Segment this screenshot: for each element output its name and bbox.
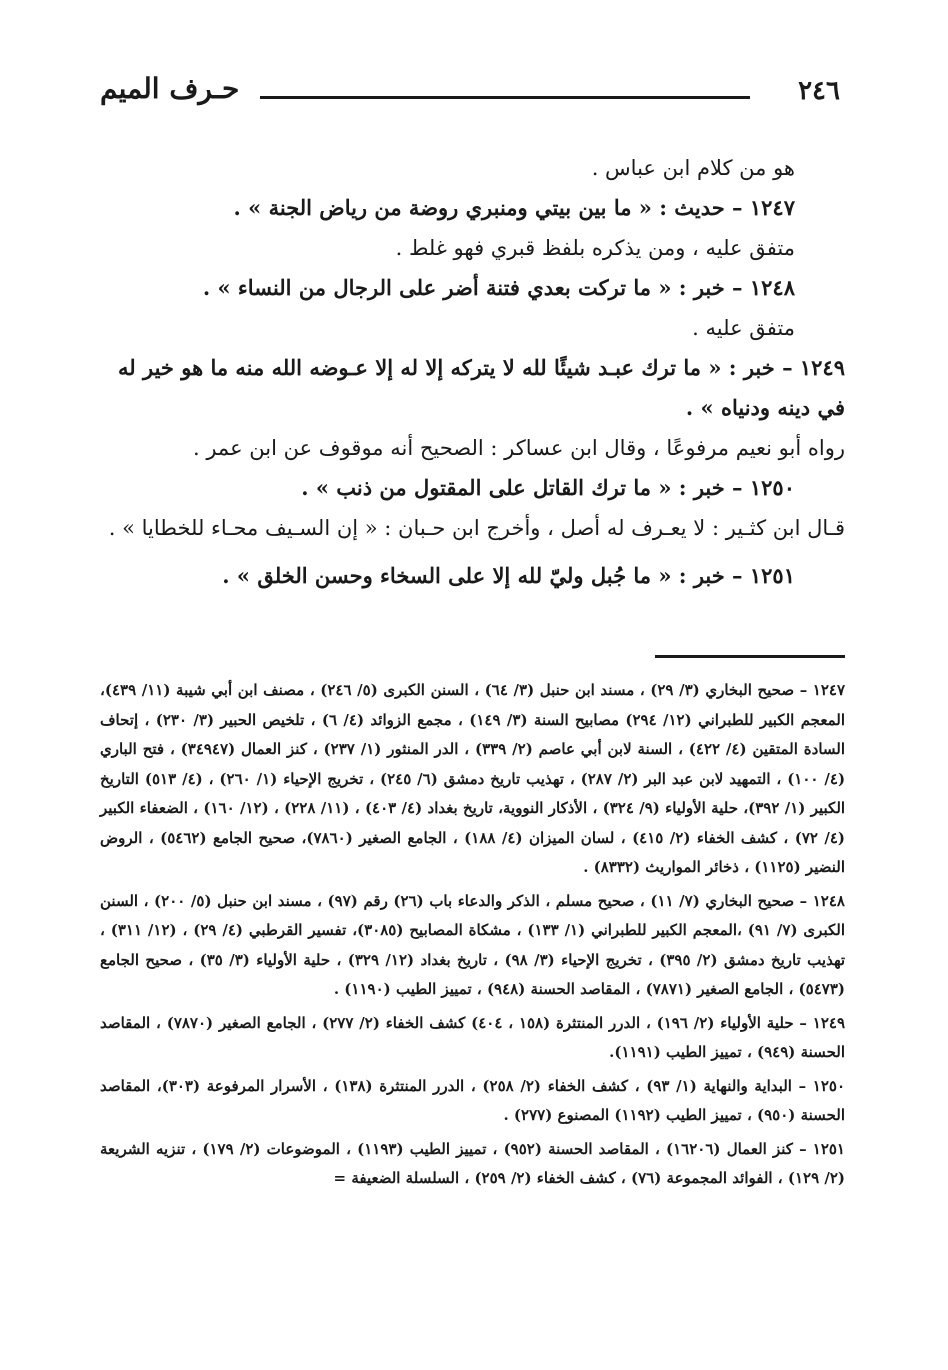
page-header [100,72,840,112]
main-text [100,148,845,596]
entry-1247: ١٢٤٧ – حديث : « ما بين بيتي ومنبري روضة من رياض الجنة » . [233,195,795,220]
footnotes [100,676,845,1198]
text-line: قـال ابن كثـير : لا يعـرف له أصل ، وأخرج ابن حـبان : « إن السـيف محـاء للخطايا » . [108,516,845,540]
running-title: حـرف الميم [100,72,240,105]
footnote-1249: ١٢٤٩ – حلية الأولياء (٢/ ١٩٦) ، الدرر المنتثرة (١٥٨ ، ٤٠٤) كشف الخفاء (٢/ ٢٧٧) ، الجامع الصغير (٧٨٧٠) ، المقاصد الحسنة (٩٤٩) ، تمييز الطيب (١١٩١). [100,1013,846,1061]
header-rule [260,96,750,99]
footnote-1250: ١٢٥٠ – البداية والنهاية (١/ ٩٣) ، كشف الخفاء (٢/ ٢٥٨) ، الدرر المنتثرة (١٣٨) ، الأسرار المرفوعة (٣٠٣)، المقاصد الحسنة (٩٥٠) ، تمييز الطيب (١١٩٢) المصنوع (٢٧٧) . [100,1076,846,1124]
entry-1249: ١٢٤٩ – خبر : « ما ترك عبـد شيئًا لله لا يتركه إلا له إلا عـوضه الله منه ما هو خير له في دينه ودنياه » . [118,355,845,420]
footnote-1251: ١٢٥١ – كنز العمال (١٦٢٠٦) ، المقاصد الحسنة (٩٥٢) ، تمييز الطيب (١١٩٣) ، الموضوعات (٢/ ١٧٩) ، تنزيه الشريعة (٢/ ١٢٩) ، الفوائد المجموعة (٧٦) ، كشف الخفاء (٢/ ٢٥٩) ، السلسلة الضعيفة = [100,1139,845,1187]
entry-1248: ١٢٤٨ – خبر : « ما تركت بعدي فتنة أضر على الرجال من النساء » . [202,275,795,300]
text-line: هو من كلام ابن عباس . [591,156,795,180]
entry-1251: ١٢٥١ – خبر : « ما جُبل وليّ لله إلا على السخاء وحسن الخلق » . [222,563,795,588]
entry-1250: ١٢٥٠ – خبر : « ما ترك القاتل على المقتول من ذنب » . [301,475,795,500]
text-line: رواه أبو نعيم مرفوعًا ، وقال ابن عساكر : الصحيح أنه موقوف عن ابن عمر . [192,436,845,460]
footnote-1248: ١٢٤٨ – صحيح البخاري (٧/ ١١) ، صحيح مسلم ، الذكر والدعاء باب (٢٦) رقم (٩٧) ، مسند ابن حنبل (٥/ ٢٠٠) ، السنن الكبرى (٧/ ٩١) ،المعجم الكبير للطبراني (١/ ١٣٣) ، مشكاة المصابيح (٣٠٨٥)، تفسير القرطبي (٤/ ٢٩) ، (١٢/ ٣١١) ، تهذيب تاريخ دمشق (٢/ ٣٩٥) ، تخريج الإحياء (٣/ ٩٨) ، تاريخ بغداد (١٢/ ٣٢٩) ، حلية الأولياء (٣/ ٣٥) ، صحيح الجامع (٥٤٧٣) ، الجامع الصغير (٧٨٧١) ، المقاصد الحسنة (٩٤٨) ، تمييز الطيب (١١٩٠) . [100,891,846,998]
footnote-1247: ١٢٤٧ – صحيح البخاري (٣/ ٢٩) ، مسند ابن حنبل (٣/ ٦٤) ، السنن الكبرى (٥/ ٢٤٦) ، مصنف ابن أبي شيبة (١١/ ٤٣٩)، المعجم الكبير للطبراني (١٢/ ٢٩٤) مصابيح السنة (٣/ ١٤٩) ، مجمع الزوائد (٤/ ٦) ، تلخيص الحبير (٣/ ٢٣٠) ، إتحاف السادة المتقين (٤/ ٤٢٢) ، السنة لابن أبي عاصم (٢/ ٣٣٩) ، الدر المنثور (١/ ٢٣٧) ، كنز العمال (٣٤٩٤٧) ، فتح الباري (٤/ ١٠٠) ، التمهيد لابن عبد البر (٢/ ٢٨٧) ، تهذيب تاريخ دمشق (٦/ ٢٤٥) ، تخريج الإحياء (١/ ٢٦٠) ، (٤/ ٥١٣) التاريخ الكبير (١/ ٣٩٢)، حلية الأولياء (٩/ ٣٢٤) ، الأذكار النووية، تاريخ بغداد (٤/ ٤٠٣) ، (١١/ ٢٢٨) ، (١٢/ ١٦٠) ، الضعفاء الكبير (٤/ ٧٢) ، كشف الخفاء (٢/ ٤١٥) ، لسان الميزان (٤/ ١٨٨) ، الجامع الصغير (٧٨٦٠)، صحيح الجامع (٥٤٦٢) ، الروض النضير (١١٢٥) ، ذخائر المواريث (٨٣٣٢) . [100,681,846,876]
text-line: متفق عليه ، ومن يذكره بلفظ قبري فهو غلط . [395,236,795,260]
footnote-separator [655,655,845,658]
text-line: متفق عليه . [692,316,795,340]
page-number: ٢٤٦ [798,76,840,106]
